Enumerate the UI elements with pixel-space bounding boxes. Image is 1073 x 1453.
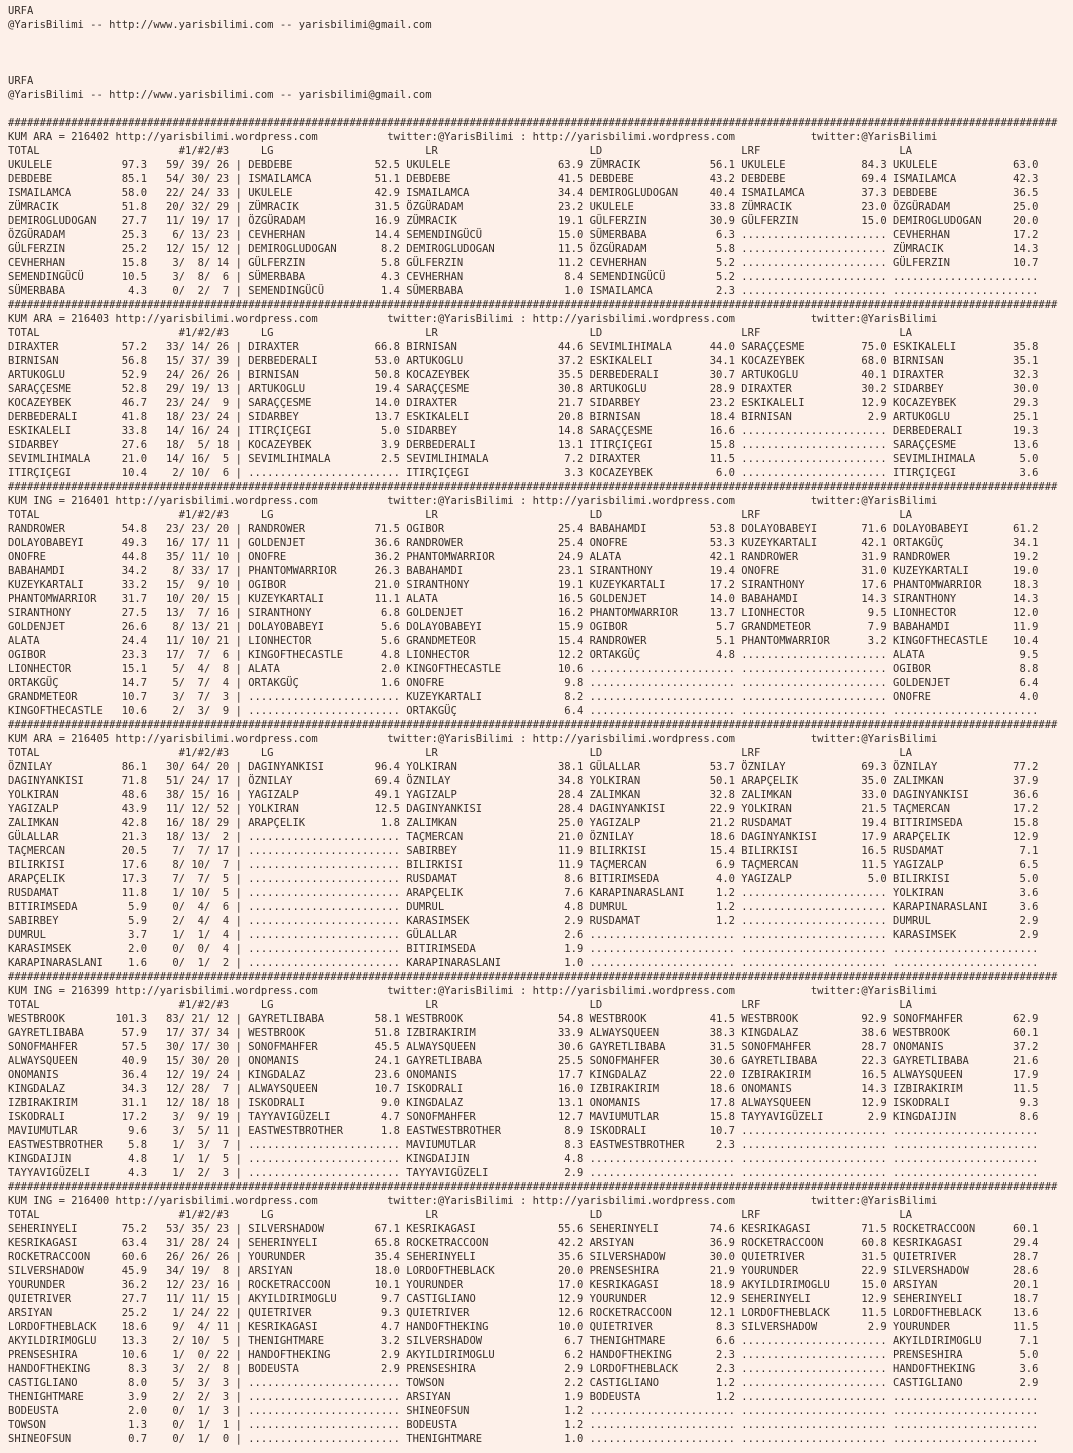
- stats-row: RANDROWER 54.8 23/ 23/ 20 | RANDROWER 71.5 OGIBOR 25.4 BABAHAMDI 53.8 DOLAYOBABEYI 71.6 DOLAYOBABEYI 61.2: [8, 523, 1039, 535]
- stats-row: LIONHECTOR 15.1 5/ 4/ 8 | ALATA 2.0 KINGOFTHECASTLE 10.6 ....................... ....................... OGIBOR 8.8: [8, 663, 1039, 675]
- blank-line: [8, 32, 1073, 46]
- stats-row: SABIRBEY 5.9 2/ 4/ 4 | ........................ KARASIMSEK 2.9 RUSDAMAT 1.2 ....................... DUMRUL 2.9: [8, 915, 1039, 927]
- column-header-row: TOTAL #1/#2/#3 LG LR LD LRF LA: [8, 999, 912, 1011]
- stats-row: ARTUKOGLU 52.9 24/ 26/ 26 | BIRNISAN 50.8 KOCAZEYBEK 35.5 DERBEDERALI 30.7 ARTUKOGLU 40.1 DIRAXTER 32.3: [8, 369, 1039, 381]
- race-section-216401: [8, 480, 1073, 718]
- stats-row: KINGOFTHECASTLE 10.6 2/ 3/ 9 | ........................ ORTAKGÜÇ 6.4 ....................... ....................... .......................: [8, 705, 1039, 717]
- column-header-row: TOTAL #1/#2/#3 LG LR LD LRF LA: [8, 145, 912, 157]
- stats-row: RUSDAMAT 11.8 1/ 10/ 5 | ........................ ARAPÇELIK 7.6 KARAPINARASLANI 1.2 ....................... YOLKIRAN 3.6: [8, 887, 1039, 899]
- stats-row: YAGIZALP 43.9 11/ 12/ 52 | YOLKIRAN 12.5 DAGINYANKISI 28.4 DAGINYANKISI 22.9 YOLKIRAN 21.5 TAÇMERCAN 17.2: [8, 803, 1039, 815]
- stats-row: CASTIGLIANO 8.0 5/ 3/ 3 | ........................ TOWSON 2.2 CASTIGLIANO 1.2 ....................... CASTIGLIANO 2.9: [8, 1377, 1039, 1389]
- stats-row: ONOMANIS 36.4 12/ 19/ 24 | KINGDALAZ 23.6 ONOMANIS 17.7 KINGDALAZ 22.0 IZBIRAKIRIM 16.5 ALWAYSQUEEN 17.9: [8, 1069, 1039, 1081]
- stats-row: QUIETRIVER 27.7 11/ 11/ 15 | AKYILDIRIMOGLU 9.7 CASTIGLIANO 12.9 YOURUNDER 12.9 SEHERINYELI 12.9 SEHERINYELI 18.7: [8, 1293, 1039, 1305]
- stats-row: SEHERINYELI 75.2 53/ 35/ 23 | SILVERSHADOW 67.1 KESRIKAGASI 55.6 SEHERINYELI 74.6 KESRIKAGASI 71.5 ROCKETRACCOON 60.1: [8, 1223, 1039, 1235]
- stats-row: SEMENDINGÜCÜ 10.5 3/ 8/ 6 | SÜMERBABA 4.3 CEVHERHAN 8.4 SEMENDINGÜCÜ 5.2 ....................... .......................: [8, 271, 1039, 283]
- stats-row: ZÜMRACIK 51.8 20/ 32/ 29 | ZÜMRACIK 31.5 ÖZGÜRADAM 23.2 UKULELE 33.8 ZÜMRACIK 23.0 ÖZGÜRADAM 25.0: [8, 201, 1039, 213]
- column-header-row: TOTAL #1/#2/#3 LG LR LD LRF LA: [8, 1209, 912, 1221]
- stats-row: UKULELE 97.3 59/ 39/ 26 | DEBDEBE 52.5 UKULELE 63.9 ZÜMRACIK 56.1 UKULELE 84.3 UKULELE 63.0: [8, 159, 1039, 171]
- track-title-repeat: URFA: [8, 75, 34, 87]
- stats-row: BITIRIMSEDA 5.9 0/ 4/ 6 | ........................ DUMRUL 4.8 DUMRUL 1.2 ....................... KARAPINARASLANI 3.6: [8, 901, 1039, 913]
- stats-row: THENIGHTMARE 3.9 2/ 2/ 3 | ........................ ARSIYAN 1.9 BODEUSTA 1.2 ....................... .......................: [8, 1391, 1039, 1403]
- stats-row: KINGDAIJIN 4.8 1/ 1/ 5 | ........................ KINGDAIJIN 4.8 ....................... ....................... .......................: [8, 1153, 1039, 1165]
- section-title: KUM ING = 216401 http://yarisbilimi.wordpress.com twitter:@YarisBilimi : http://yarisbilimi.wordpress.com twitter:@YarisBilimi: [8, 495, 938, 507]
- stats-row: TOWSON 1.3 0/ 1/ 1 | ........................ BODEUSTA 1.2 ....................... ....................... .......................: [8, 1419, 1039, 1431]
- stats-row: ONOFRE 44.8 35/ 11/ 10 | ONOFRE 36.2 PHANTOMWARRIOR 24.9 ALATA 42.1 RANDROWER 31.9 RANDROWER 19.2: [8, 551, 1039, 563]
- stats-row: SEVIMLIHIMALA 21.0 14/ 16/ 5 | SEVIMLIHIMALA 2.5 SEVIMLIHIMALA 7.2 DIRAXTER 11.5 ....................... SEVIMLIHIMALA 5.0: [8, 453, 1039, 465]
- stats-row: CEVHERHAN 15.8 3/ 8/ 14 | GÜLFERZIN 5.8 GÜLFERZIN 11.2 CEVHERHAN 5.2 ....................... GÜLFERZIN 10.7: [8, 257, 1039, 269]
- stats-row: DUMRUL 3.7 1/ 1/ 4 | ........................ GÜLALLAR 2.6 ....................... ....................... KARASIMSEK 2.9: [8, 929, 1039, 941]
- stats-row: GAYRETLIBABA 57.9 17/ 37/ 34 | WESTBROOK 51.8 IZBIRAKIRIM 33.9 ALWAYSQUEEN 38.3 KINGDALAZ 38.6 WESTBROOK 60.1: [8, 1027, 1039, 1039]
- stats-row: DEMIROGLUDOGAN 27.7 11/ 19/ 17 | ÖZGÜRADAM 16.9 ZÜMRACIK 19.1 GÜLFERZIN 30.9 GÜLFERZIN 15.0 DEMIROGLUDOGAN 20.0: [8, 215, 1039, 227]
- separator-line: ######################################################################################################################################################################: [8, 1181, 1058, 1193]
- stats-row: SARAÇÇESME 52.8 29/ 19/ 13 | ARTUKOGLU 19.4 SARAÇÇESME 30.8 ARTUKOGLU 28.9 DIRAXTER 30.2 SIDARBEY 30.0: [8, 383, 1039, 395]
- stats-row: YOURUNDER 36.2 12/ 23/ 16 | ROCKETRACCOON 10.1 YOURUNDER 17.0 KESRIKAGASI 18.9 AKYILDIRIMOGLU 15.0 ARSIYAN 20.1: [8, 1279, 1039, 1291]
- stats-row: GOLDENJET 26.6 8/ 13/ 21 | DOLAYOBABEYI 5.6 DOLAYOBABEYI 15.9 OGIBOR 5.7 GRANDMETEOR 7.9 BABAHAMDI 11.9: [8, 621, 1039, 633]
- stats-row: HANDOFTHEKING 8.3 3/ 2/ 8 | BODEUSTA 2.9 PRENSESHIRA 2.9 LORDOFTHEBLACK 2.3 ....................... HANDOFTHEKING 3.6: [8, 1363, 1039, 1375]
- blank-line: [8, 60, 1073, 74]
- stats-row: EASTWESTBROTHER 5.8 1/ 3/ 7 | ........................ MAVIUMUTLAR 8.3 EASTWESTBROTHER 2.3 ....................... .......................: [8, 1139, 1039, 1151]
- column-header-row: TOTAL #1/#2/#3 LG LR LD LRF LA: [8, 747, 912, 759]
- stats-row: PRENSESHIRA 10.6 1/ 0/ 22 | HANDOFTHEKING 2.9 AKYILDIRIMOGLU 6.2 HANDOFTHEKING 2.3 ....................... PRENSESHIRA 5.0: [8, 1349, 1039, 1361]
- stats-row: ARAPÇELIK 17.3 7/ 7/ 5 | ........................ RUSDAMAT 8.6 BITIRIMSEDA 4.0 YAGIZALP 5.0 BILIRKISI 5.0: [8, 873, 1039, 885]
- blank-line: [8, 46, 1073, 60]
- stats-row: ISKODRALI 17.2 3/ 9/ 19 | TAYYAVIGÜZELI 4.7 SONOFMAHFER 12.7 MAVIUMUTLAR 15.8 TAYYAVIGÜZELI 2.9 KINGDAIJIN 8.6: [8, 1111, 1039, 1123]
- section-title: KUM ING = 216399 http://yarisbilimi.wordpress.com twitter:@YarisBilimi : http://yarisbilimi.wordpress.com twitter:@YarisBilimi: [8, 985, 938, 997]
- stats-row: SONOFMAHFER 57.5 30/ 17/ 30 | SONOFMAHFER 45.5 ALWAYSQUEEN 30.6 GAYRETLIBABA 31.5 SONOFMAHFER 28.7 ONOMANIS 37.2: [8, 1041, 1039, 1053]
- section-title: KUM ARA = 216405 http://yarisbilimi.wordpress.com twitter:@YarisBilimi : http://yarisbilimi.wordpress.com twitter:@YarisBilimi: [8, 733, 938, 745]
- separator-line: ######################################################################################################################################################################: [8, 117, 1058, 129]
- stats-row: ROCKETRACCOON 60.6 26/ 26/ 26 | YOURUNDER 35.4 SEHERINYELI 35.6 SILVERSHADOW 30.0 QUIETRIVER 31.5 QUIETRIVER 28.7: [8, 1251, 1039, 1263]
- separator-line: ######################################################################################################################################################################: [8, 481, 1058, 493]
- stats-row: ALWAYSQUEEN 40.9 15/ 30/ 20 | ONOMANIS 24.1 GAYRETLIBABA 25.5 SONOFMAHFER 30.6 GAYRETLIBABA 22.3 GAYRETLIBABA 21.6: [8, 1055, 1039, 1067]
- section-title: KUM ARA = 216402 http://yarisbilimi.wordpress.com twitter:@YarisBilimi : http://yarisbilimi.wordpress.com twitter:@YarisBilimi: [8, 131, 938, 143]
- blank-line: [8, 102, 1073, 116]
- stats-row: BABAHAMDI 34.2 8/ 33/ 17 | PHANTOMWARRIOR 26.3 BABAHAMDI 23.1 SIRANTHONY 19.4 ONOFRE 31.0 KUZEYKARTALI 19.0: [8, 565, 1039, 577]
- stats-row: WESTBROOK 101.3 83/ 21/ 12 | GAYRETLIBABA 58.1 WESTBROOK 54.8 WESTBROOK 41.5 WESTBROOK 92.9 SONOFMAHFER 62.9: [8, 1013, 1039, 1025]
- stats-row: KOCAZEYBEK 46.7 23/ 24/ 9 | SARAÇÇESME 14.0 DIRAXTER 21.7 SIDARBEY 23.2 ESKIKALELI 12.9 KOCAZEYBEK 29.3: [8, 397, 1039, 409]
- stats-row: KUZEYKARTALI 33.2 15/ 9/ 10 | OGIBOR 21.0 SIRANTHONY 19.1 KUZEYKARTALI 17.2 SIRANTHONY 17.6 PHANTOMWARRIOR 18.3: [8, 579, 1039, 591]
- stats-row: TAÇMERCAN 20.5 7/ 7/ 17 | ........................ SABIRBEY 11.9 BILIRKISI 15.4 BILIRKISI 16.5 RUSDAMAT 7.1: [8, 845, 1039, 857]
- track-title: URFA: [8, 5, 34, 17]
- stats-row: ALATA 24.4 11/ 10/ 21 | LIONHECTOR 5.6 GRANDMETEOR 15.4 RANDROWER 5.1 PHANTOMWARRIOR 3.2 KINGOFTHECASTLE 10.4: [8, 635, 1039, 647]
- separator-line: ######################################################################################################################################################################: [8, 971, 1058, 983]
- stats-row: SHINEOFSUN 0.7 0/ 1/ 0 | ........................ THENIGHTMARE 1.0 ....................... ....................... .......................: [8, 1433, 1039, 1445]
- stats-row: IZBIRAKIRIM 31.1 12/ 18/ 18 | ISKODRALI 9.0 KINGDALAZ 13.1 ONOMANIS 17.8 ALWAYSQUEEN 12.9 ISKODRALI 9.3: [8, 1097, 1039, 1109]
- separator-line: ######################################################################################################################################################################: [8, 299, 1058, 311]
- stats-row: ÖZNILAY 86.1 30/ 64/ 20 | DAGINYANKISI 96.4 YOLKIRAN 38.1 GÜLALLAR 53.7 ÖZNILAY 69.3 ÖZNILAY 77.2: [8, 761, 1039, 773]
- race-sections: [8, 116, 1073, 1446]
- stats-row: ÖZGÜRADAM 25.3 6/ 13/ 23 | CEVHERHAN 14.4 SEMENDINGÜCÜ 15.0 SÜMERBABA 6.3 ....................... CEVHERHAN 17.2: [8, 229, 1039, 241]
- stats-row: GRANDMETEOR 10.7 3/ 7/ 3 | ........................ KUZEYKARTALI 8.2 ....................... ....................... ONOFRE 4.0: [8, 691, 1039, 703]
- race-section-216400: [8, 1180, 1073, 1446]
- stats-row: TAYYAVIGÜZELI 4.3 1/ 2/ 3 | ........................ TAYYAVIGÜZELI 2.9 ....................... ....................... .......................: [8, 1167, 1039, 1179]
- stats-row: ITIRÇIÇEGI 10.4 2/ 10/ 6 | ........................ ITIRÇIÇEGI 3.3 KOCAZEYBEK 6.0 ....................... ITIRÇIÇEGI 3.6: [8, 467, 1039, 479]
- column-header-row: TOTAL #1/#2/#3 LG LR LD LRF LA: [8, 327, 912, 339]
- stats-row: SIRANTHONY 27.5 13/ 7/ 16 | SIRANTHONY 6.8 GOLDENJET 16.2 PHANTOMWARRIOR 13.7 LIONHECTOR 9.5 LIONHECTOR 12.0: [8, 607, 1039, 619]
- stats-row: YOLKIRAN 48.6 38/ 15/ 16 | YAGIZALP 49.1 YAGIZALP 28.4 ZALIMKAN 32.8 ZALIMKAN 33.0 DAGINYANKISI 36.6: [8, 789, 1039, 801]
- stats-row: DEBDEBE 85.1 54/ 30/ 23 | ISMAILAMCA 51.1 DEBDEBE 41.5 DEBDEBE 43.2 DEBDEBE 69.4 ISMAILAMCA 42.3: [8, 173, 1039, 185]
- separator-line: ######################################################################################################################################################################: [8, 719, 1058, 731]
- stats-row: ARSIYAN 25.2 1/ 24/ 22 | QUIETRIVER 9.3 QUIETRIVER 12.6 ROCKETRACCOON 12.1 LORDOFTHEBLACK 11.5 LORDOFTHEBLACK 13.6: [8, 1307, 1039, 1319]
- stats-row: SILVERSHADOW 45.9 34/ 19/ 8 | ARSIYAN 18.0 LORDOFTHEBLACK 20.0 PRENSESHIRA 21.9 YOURUNDER 22.9 SILVERSHADOW 28.6: [8, 1265, 1039, 1277]
- stats-row: MAVIUMUTLAR 9.6 3/ 5/ 11 | EASTWESTBROTHER 1.8 EASTWESTBROTHER 8.9 ISKODRALI 10.7 ....................... .......................: [8, 1125, 1039, 1137]
- stats-row: DOLAYOBABEYI 49.3 16/ 17/ 11 | GOLDENJET 36.6 RANDROWER 25.4 ONOFRE 53.3 KUZEYKARTALI 42.1 ORTAKGÜÇ 34.1: [8, 537, 1039, 549]
- stats-row: GÜLALLAR 21.3 18/ 13/ 2 | ........................ TAÇMERCAN 21.0 ÖZNILAY 18.6 DAGINYANKISI 17.9 ARAPÇELIK 12.9: [8, 831, 1039, 843]
- stats-row: ZALIMKAN 42.8 16/ 18/ 29 | ARAPÇELIK 1.8 ZALIMKAN 25.0 YAGIZALP 21.2 RUSDAMAT 19.4 BITIRIMSEDA 15.8: [8, 817, 1039, 829]
- stats-row: DAGINYANKISI 71.8 51/ 24/ 17 | ÖZNILAY 69.4 ÖZNILAY 34.8 YOLKIRAN 50.1 ARAPÇELIK 35.0 ZALIMKAN 37.9: [8, 775, 1039, 787]
- stats-row: BIRNISAN 56.8 15/ 37/ 39 | DERBEDERALI 53.0 ARTUKOGLU 37.2 ESKIKALELI 34.1 KOCAZEYBEK 68.0 BIRNISAN 35.1: [8, 355, 1039, 367]
- race-section-216399: [8, 970, 1073, 1180]
- column-header-row: TOTAL #1/#2/#3 LG LR LD LRF LA: [8, 509, 912, 521]
- stats-row: GÜLFERZIN 25.2 12/ 15/ 12 | DEMIROGLUDOGAN 8.2 DEMIROGLUDOGAN 11.5 ÖZGÜRADAM 5.8 ....................... ZÜMRACIK 14.3: [8, 243, 1039, 255]
- stats-row: KARAPINARASLANI 1.6 0/ 1/ 2 | ........................ KARAPINARASLANI 1.0 ....................... ....................... .......................: [8, 957, 1039, 969]
- section-title: KUM ING = 216400 http://yarisbilimi.wordpress.com twitter:@YarisBilimi : http://yarisbilimi.wordpress.com twitter:@YarisBilimi: [8, 1195, 938, 1207]
- stats-row: AKYILDIRIMOGLU 13.3 2/ 10/ 5 | THENIGHTMARE 3.2 SILVERSHADOW 6.7 THENIGHTMARE 6.6 ....................... AKYILDIRIMOGLU 7.1: [8, 1335, 1039, 1347]
- race-section-216403: [8, 298, 1073, 480]
- byline-repeat: @YarisBilimi -- http://www.yarisbilimi.com -- yarisbilimi@gmail.com: [8, 89, 432, 101]
- race-section-216405: [8, 718, 1073, 970]
- stats-row: ISMAILAMCA 58.0 22/ 24/ 33 | UKULELE 42.9 ISMAILAMCA 34.4 DEMIROGLUDOGAN 40.4 ISMAILAMCA 37.3 DEBDEBE 36.5: [8, 187, 1039, 199]
- stats-row: DERBEDERALI 41.8 18/ 23/ 24 | SIDARBEY 13.7 ESKIKALELI 20.8 BIRNISAN 18.4 BIRNISAN 2.9 ARTUKOGLU 25.1: [8, 411, 1039, 423]
- stats-row: ESKIKALELI 33.8 14/ 16/ 24 | ITIRÇIÇEGI 5.0 SIDARBEY 14.8 SARAÇÇESME 16.6 ....................... DERBEDERALI 19.3: [8, 425, 1039, 437]
- section-title: KUM ARA = 216403 http://yarisbilimi.wordpress.com twitter:@YarisBilimi : http://yarisbilimi.wordpress.com twitter:@YarisBilimi: [8, 313, 938, 325]
- stats-row: LORDOFTHEBLACK 18.6 9/ 4/ 11 | KESRIKAGASI 4.7 HANDOFTHEKING 10.0 QUIETRIVER 8.3 SILVERSHADOW 2.9 YOURUNDER 11.5: [8, 1321, 1039, 1333]
- stats-row: DIRAXTER 57.2 33/ 14/ 26 | DIRAXTER 66.8 BIRNISAN 44.6 SEVIMLIHIMALA 44.0 SARAÇÇESME 75.0 ESKIKALELI 35.8: [8, 341, 1039, 353]
- stats-row: SÜMERBABA 4.3 0/ 2/ 7 | SEMENDINGÜCÜ 1.4 SÜMERBABA 1.0 ISMAILAMCA 2.3 ....................... .......................: [8, 285, 1039, 297]
- stats-row: OGIBOR 23.3 17/ 7/ 6 | KINGOFTHECASTLE 4.8 LIONHECTOR 12.2 ORTAKGÜÇ 4.8 ....................... ALATA 9.5: [8, 649, 1039, 661]
- stats-row: PHANTOMWARRIOR 31.7 10/ 20/ 15 | KUZEYKARTALI 11.1 ALATA 16.5 GOLDENJET 14.0 BABAHAMDI 14.3 SIRANTHONY 14.3: [8, 593, 1039, 605]
- race-section-216402: [8, 116, 1073, 298]
- stats-row: ORTAKGÜÇ 14.7 5/ 7/ 4 | ORTAKGÜÇ 1.6 ONOFRE 9.8 ....................... ....................... GOLDENJET 6.4: [8, 677, 1039, 689]
- stats-row: BILIRKISI 17.6 8/ 10/ 7 | ........................ BILIRKISI 11.9 TAÇMERCAN 6.9 TAÇMERCAN 11.5 YAGIZALP 6.5: [8, 859, 1039, 871]
- stats-row: KINGDALAZ 34.3 12/ 28/ 7 | ALWAYSQUEEN 10.7 ISKODRALI 16.0 IZBIRAKIRIM 18.6 ONOMANIS 14.3 IZBIRAKIRIM 11.5: [8, 1083, 1039, 1095]
- stats-row: BODEUSTA 2.0 0/ 1/ 3 | ........................ SHINEOFSUN 1.2 ....................... ....................... .......................: [8, 1405, 1039, 1417]
- byline: @YarisBilimi -- http://www.yarisbilimi.com -- yarisbilimi@gmail.com: [8, 19, 432, 31]
- stats-row: KARASIMSEK 2.0 0/ 0/ 4 | ........................ BITIRIMSEDA 1.9 ....................... ....................... .......................: [8, 943, 1039, 955]
- stats-row: SIDARBEY 27.6 18/ 5/ 18 | KOCAZEYBEK 3.9 DERBEDERALI 13.1 ITIRÇIÇEGI 15.8 ....................... SARAÇÇESME 13.6: [8, 439, 1039, 451]
- stats-row: KESRIKAGASI 63.4 31/ 28/ 24 | SEHERINYELI 65.8 ROCKETRACCOON 42.2 ARSIYAN 36.9 ROCKETRACCOON 60.8 KESRIKAGASI 29.4: [8, 1237, 1039, 1249]
